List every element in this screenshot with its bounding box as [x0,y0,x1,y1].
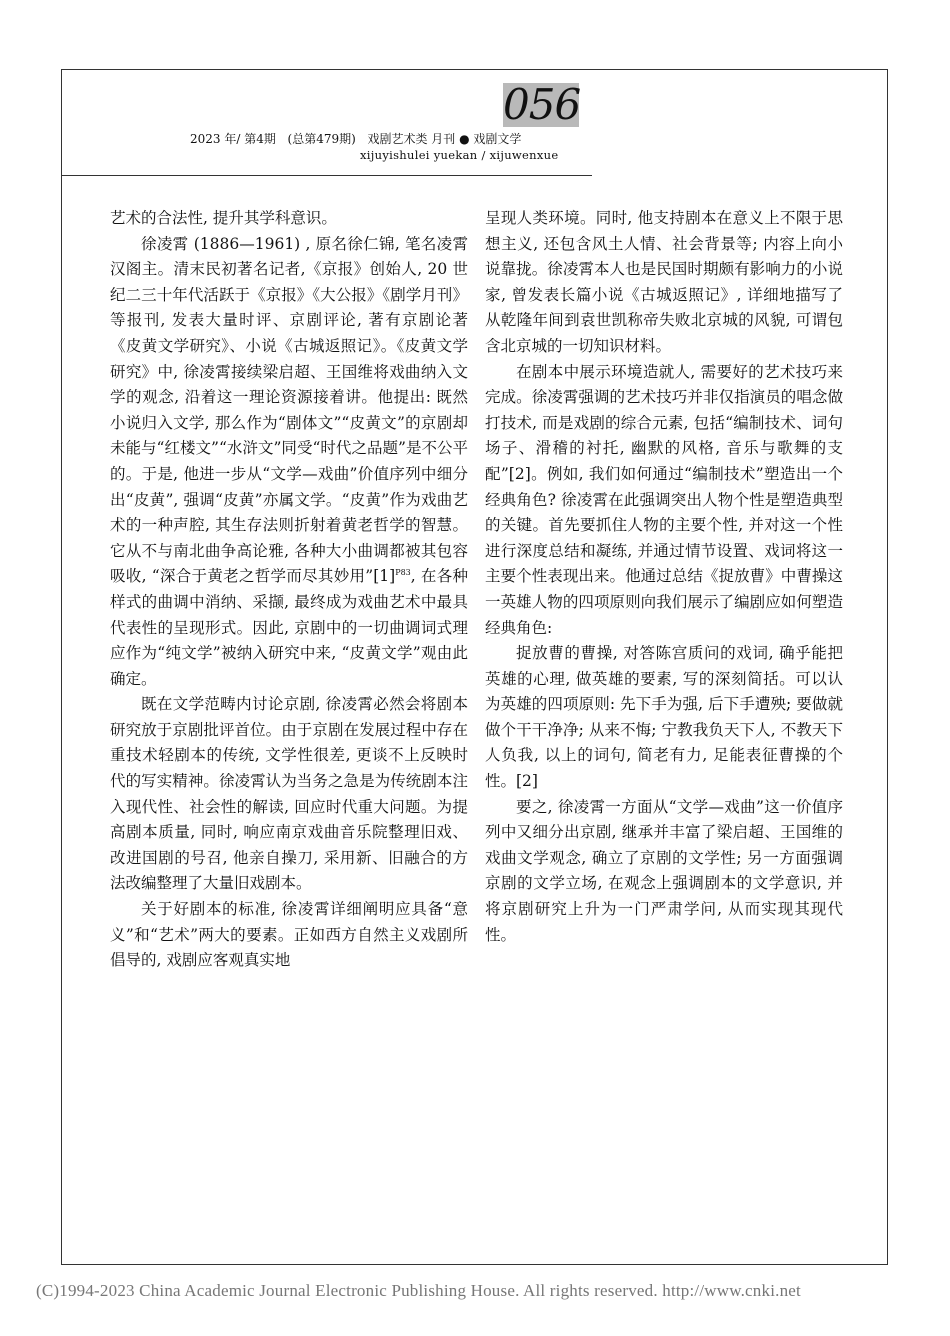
block-quote: 捉放曹的曹操, 对答陈宫质问的戏词, 确乎能把英雄的心理, 做英雄的要素, 写的深刻简括。可以认为英雄的四项原则: 先下手为强, 后下手遭殃; 要做就做个干干净净; 从来不悔; 宁教我负天下人, 不教天下人负我, 以上的词句, 简老有力, 足能表征曹操的个性。[2] [485,644,843,791]
total-issue-label: (总第479期) [287,132,356,146]
header-rule [61,175,592,176]
category-label: 戏剧艺术类 月刊 [367,132,456,146]
citation-page: P83 [395,568,411,578]
pinyin-subtitle: xijuyishulei yuekan / xijuwenxue [360,148,559,162]
paragraph [110,232,468,693]
copyright-footer: (C)1994-2023 China Academic Journal Electronic Publishing House. All rights reserved. http://www.cnki.net [36,1281,801,1300]
left-column [110,206,468,974]
paragraph-text: 徐凌霄 (1886—1961) , 原名徐仁锦, 笔名凌霄汉阁主。清末民初著名记者,《京报》创始人, 20 世纪二三十年代活跃于《京报》《大公报》《剧学月刊》等报刊, 发表大量时评、京剧评论, 著有京剧论著《皮黄文学研究》、小说《古城返照记》。《皮黄文学研究》中, 徐凌霄接续梁启超、王国维将戏曲纳入文学的观念, 沿着这一理论资源接着讲。他提出: 既然小说归入文学, 那么作为“剧体文”“皮黄文”的京剧却未能与“红楼文”“水浒文”同受“时代之品题”是不公平的。于是, 他进一步从“文学—戏曲”价值序列中细分出“皮黄”, 强调“皮黄”亦属文学。“皮黄”作为戏曲艺术的一种声腔, 其生存法则折射着黄老哲学的智慧。它从不与南北曲争高论雅, 各种大小曲调都被其包容吸收, “深合于黄老之哲学而尽其妙用”[1] [110,234,468,586]
paragraph: 要之, 徐凌霄一方面从“文学—戏曲”这一价值序列中又细分出京剧, 继承并丰富了梁启超、王国维的戏曲文学观念, 确立了京剧的文学性; 另一方面强调京剧的文学立场, 在观念上强调剧本的文学意识, 并将京剧研究上升为一门严肃学问, 从而实现其现代性。 [485,797,843,944]
paragraph: 艺术的合法性, 提升其学科意识。 [110,209,337,227]
paragraph: 关于好剧本的标准, 徐凌霄详细阐明应具备“意义”和“艺术”两大的要素。正如西方自然主义戏剧所倡导的, 戏剧应客观真实地 [110,900,468,970]
issue-label: 2023 年/ 第4期 [190,132,276,146]
paragraph: 既在文学范畴内讨论京剧, 徐凌霄必然会将剧本研究放于京剧批评首位。由于京剧在发展过程中存在重技术轻剧本的传统, 文学性很差, 更谈不上反映时代的写实精神。徐凌霄认为当务之急是为传统剧本注入现代性、社会性的解读, 回应时代重大问题。为提高剧本质量, 同时, 响应南京戏曲音乐院整理旧戏、改进国剧的号召, 他亲自操刀, 采用新、旧融合的方法改编整理了大量旧戏剧本。 [110,695,468,893]
issue-info [190,131,521,147]
section-label: 戏剧文学 [473,132,522,146]
paragraph: 呈现人类环境。同时, 他支持剧本在意义上不限于思想主义, 还包含风土人情、社会背景等; 内容上向小说靠拢。徐凌霄本人也是民国时期颇有影响力的小说家, 曾发表长篇小说《古城返照记》, 详细地描写了从乾隆年间到袁世凯称帝失败北京城的风貌, 可谓包含北京城的一切知识材料。 [485,209,843,355]
paragraph: 在剧本中展示环境造就人, 需要好的艺术技巧来完成。徐凌霄强调的艺术技巧并非仅指演员的唱念做打技术, 而是戏剧的综合元素, 包括“编制技术、词句场子、滑稽的衬托, 幽默的风格, 音乐与歌舞的支配”[2]。例如, 我们如何通过“编制技术”塑造出一个经典角色? 徐凌霄在此强调突出人物个性是塑造典型的关键。首先要抓住人物的主要个性, 并对这一个性进行深度总结和凝练, 并通过情节设置、戏词将这一主要个性表现出来。他通过总结《捉放曹》中曹操这一英雄人物的四项原则向我们展示了编剧应如何塑造经典角色: [485,362,843,637]
bullet-icon: ● [459,132,470,146]
paragraph-text: , 在各种样式的曲调中消纳、采撷, 最终成为戏曲艺术中最具代表性的呈现形式。因此, 京剧中的一切曲调词式理应作为“纯文学”被纳入研究中来, “皮黄文学”观由此确定。 [110,567,468,688]
page-number: 056 [503,80,581,129]
right-column [485,206,843,948]
